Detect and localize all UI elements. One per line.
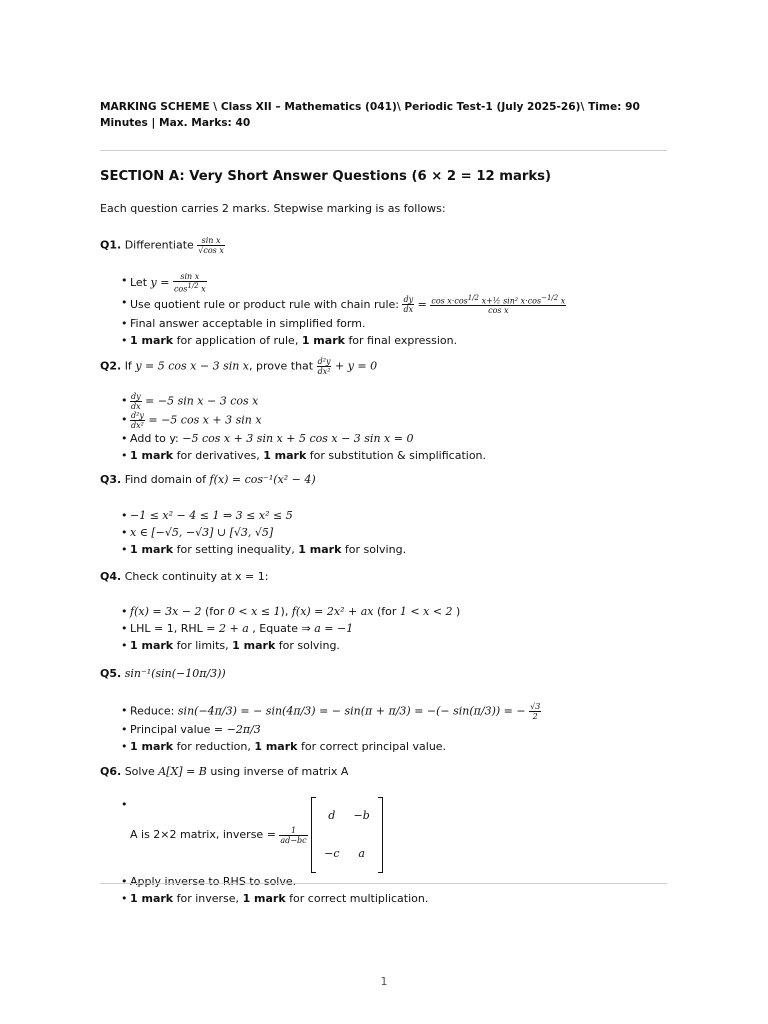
fraction: $\frac{\text{sin x}}{\text{√cos x}}$ xyxy=(198,236,224,255)
list-item: • 1 mark for setting inequality, 1 mark for solving. xyxy=(121,543,407,556)
list-item: • Let y = $\frac{\text{sin x}}{\cos^{1/2} x}$ xyxy=(121,272,206,294)
inverse-matrix: d −b −c a xyxy=(311,797,383,873)
list-item: • −1 ≤ x² − 4 ≤ 1 ⇒ 3 ≤ x² ≤ 5 xyxy=(121,509,293,522)
q6-marking-points xyxy=(121,797,429,907)
q3-marking-points xyxy=(121,507,407,558)
list-item: • 1 mark for application of rule, 1 mark for final expression. xyxy=(121,334,458,348)
list-item: • Principal value = −2π/3 xyxy=(121,723,261,736)
list-item: • $\frac{dy}{dx}$ = −5 sin x − 3 cos x xyxy=(121,392,259,411)
q4-marking-points xyxy=(121,603,461,654)
question-text: Differentiate xyxy=(124,238,194,252)
section-intro: Each question carries 2 marks. Stepwise marking is as follows: xyxy=(100,202,446,215)
q1-marking-points xyxy=(121,272,566,349)
question-label: Q3. xyxy=(100,473,122,486)
section-title: SECTION A: Very Short Answer Questions (6 × 2 = 12 marks) xyxy=(100,169,552,184)
q5-marking-points xyxy=(121,702,541,755)
list-item: • LHL = 1, RHL = 2 + a , Equate ⇒ a = −1 xyxy=(121,622,354,635)
question-4: Q4. Check continuity at x = 1: xyxy=(100,570,269,583)
list-item: • x ∈ [−√5, −√3] ∪ [√3, √5] xyxy=(121,526,274,539)
question-6: Q6. Solve A[X] = B using inverse of matrix A xyxy=(100,765,349,778)
q2-marking-points xyxy=(121,392,487,464)
divider xyxy=(100,883,667,884)
list-item: • A is 2×2 matrix, inverse = $\frac{1}{ad-bc}$ d −b −c a xyxy=(130,797,428,873)
page-number: 1 xyxy=(380,975,388,988)
list-item: • Add to y: −5 cos x + 3 sin x + 5 cos x − 3 sin x = 0 xyxy=(121,432,414,445)
question-5: Q5. sin⁻¹(sin(−10π/3)) xyxy=(100,667,226,680)
question-label: Q6. xyxy=(100,765,122,778)
list-item: • 1 mark for inverse, 1 mark for correct multiplication. xyxy=(121,892,429,905)
list-item: • Use quotient rule or product rule with chain rule: $\frac{dy}{dx}$ = $\frac{\cos x\cdot\cos^{1/2} x+\frac{1}{2} \sin^2 x\cdot\cos^{-1/2} x}{\text{cos x}}$ xyxy=(121,293,566,316)
list-item: • 1 mark for reduction, 1 mark for correct principal value. xyxy=(121,740,447,753)
question-3: Q3. Find domain of f(x) = cos⁻¹(x² − 4) xyxy=(100,473,316,486)
divider xyxy=(100,150,667,151)
question-label: Q4. xyxy=(100,570,122,583)
list-item: • Reduce: sin(−4π/3) = − sin(4π/3) = − sin(π + π/3) = −(− sin(π/3)) = − $\frac{√3}{2}$ xyxy=(121,702,541,721)
list-item: • Apply inverse to RHS to solve. xyxy=(121,875,297,888)
list-item: • $\frac{\text{d²y}}{\text{dx²}}$ = −5 cos x + 3 sin x xyxy=(121,411,262,430)
question-label: Q2. xyxy=(100,359,122,373)
list-item: • 1 mark for derivatives, 1 mark for substitution & simplification. xyxy=(121,449,487,462)
list-item: • Final answer acceptable in simplified form. xyxy=(121,317,366,331)
question-1 xyxy=(100,236,225,255)
question-label: Q5. xyxy=(100,667,122,680)
list-item: • f(x) = 3x − 2 (for 0 < x ≤ 1), f(x) = 2x² + ax (for 1 < x < 2 ) xyxy=(121,605,461,618)
question-label: Q1. xyxy=(100,238,122,252)
document-header: MARKING SCHEME \ Class XII – Mathematics (041)\ Periodic Test-1 (July 2025-26)\ Time: 90 Minutes | Max. Marks: 40 xyxy=(100,101,640,129)
question-2: Q2. If y = 5 cos x − 3 sin x, prove that $\frac{\text{d²y}}{\text{dx²}}$ + y = 0 xyxy=(100,357,378,376)
list-item: • 1 mark for limits, 1 mark for solving. xyxy=(121,639,340,652)
